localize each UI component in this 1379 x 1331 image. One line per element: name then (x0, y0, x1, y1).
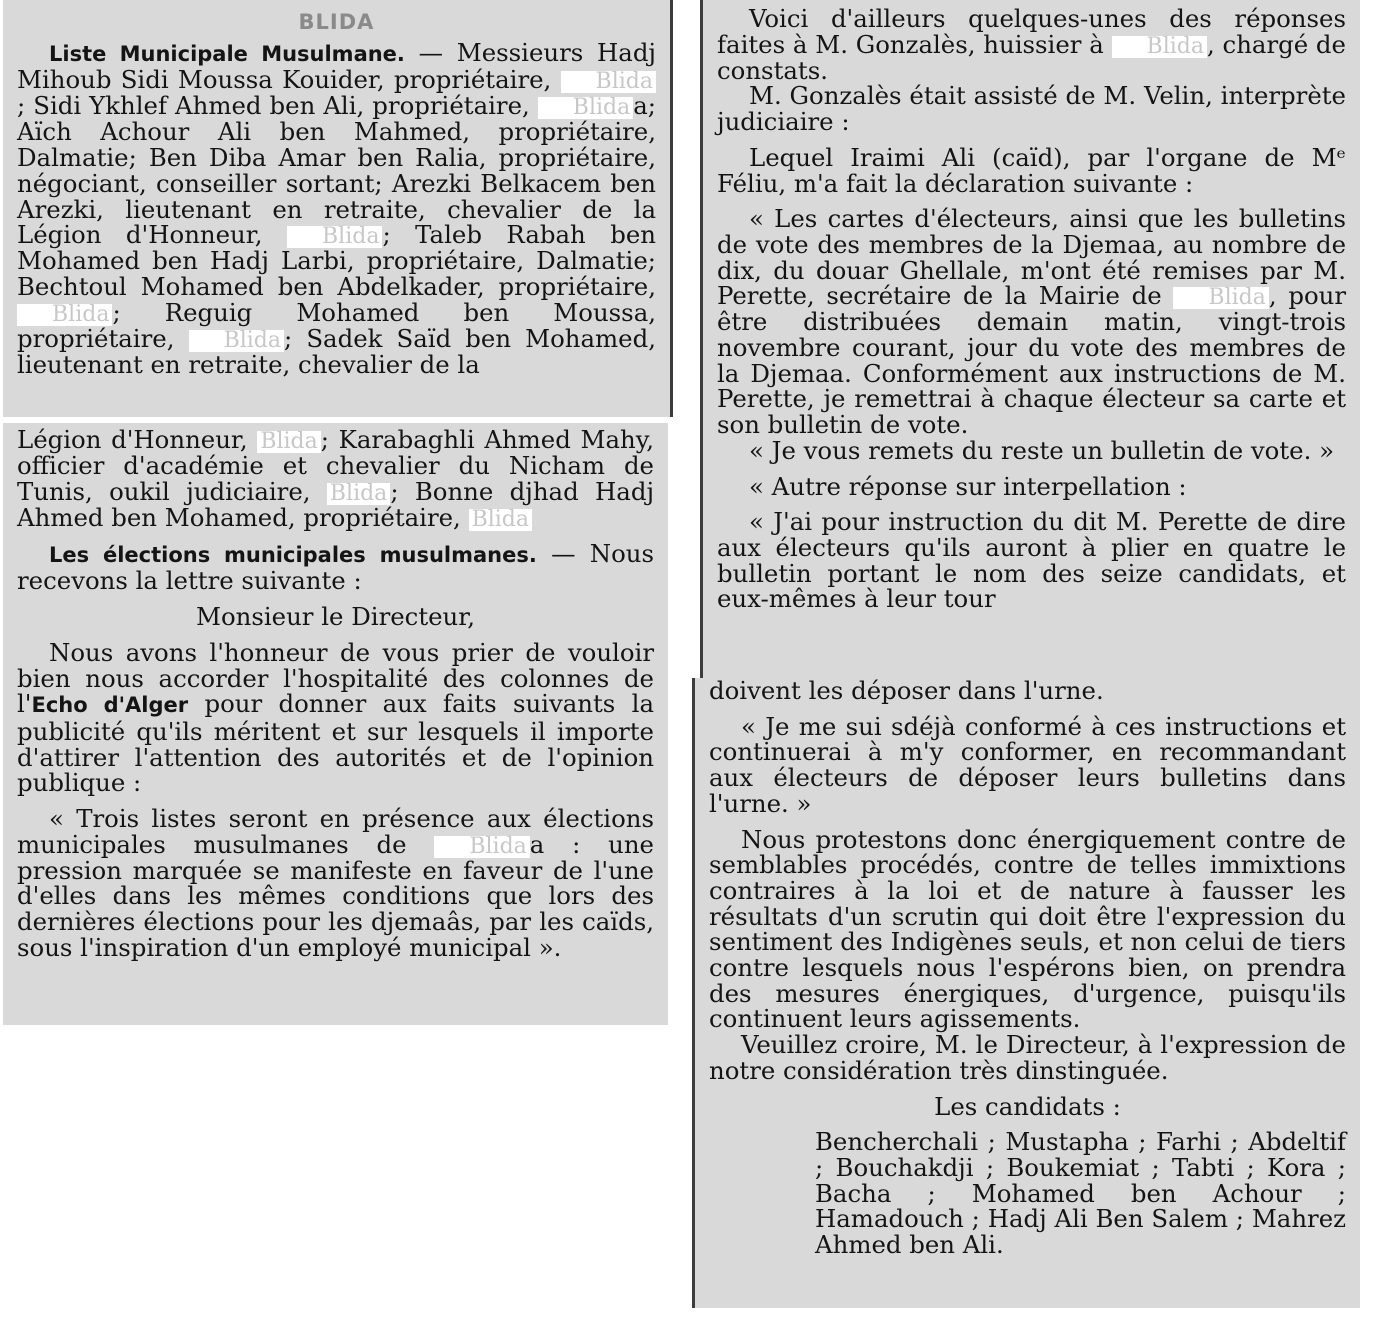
salutation: Monsieur le Directeur, (195, 602, 475, 632)
clip-elections-municipales (3, 423, 668, 1025)
redacted-name: Blida (17, 304, 112, 326)
interpellation-quote: « J'ai pour instruction du dit M. Perette de dire aux électeurs qu'ils auront à plier en quatre le bulletin portant le nom des seize candidats, et eux-mêmes à leur tour (717, 507, 1346, 614)
redacted-name: Blida (469, 509, 532, 531)
assistant-paragraph: M. Gonzalès était assisté de M. Velin, interprète judiciaire : (717, 81, 1346, 137)
clip-liste-municipale (3, 0, 673, 417)
signature-heading: Les candidats : (934, 1091, 1121, 1121)
newspaper-name: Echo d'Alger (31, 693, 189, 718)
declaration-quote: « Les cartes d'électeurs, ainsi que les bulletins de vote des membres de la Djemaa, au nombre de dix, du douar Ghellale, m'ont été remises par M. Perette, secrétaire de la Mairie de Blida , pour être distribuées demain matin, vingt-trois novembre courant, jour du vote des membres de la Djemaa. Conformément aux instructions de M. Perette, je remettrai à chaque électeur sa carte et son bulletin de vote. (717, 204, 1346, 440)
redacted-name: Blida (257, 431, 320, 453)
reponses-intro: Voici d'ailleurs quelques-unes des réponses faites à M. Gonzalès, huissier à Blida , chargé de constats. (717, 4, 1346, 85)
liste-continuation: Légion d'Honneur, Blida ; Karabaghli Ahmed Mahy, officier d'académie et chevalier du Nicham de Tunis, oukil judiciaire, Blida ; Bonne djhad Hadj Ahmed ben Mohamed, propriétaire, Blida (17, 425, 655, 532)
interpellation-heading: « Autre réponse sur interpellation : (749, 471, 1187, 501)
conformity-quote: « Je me sui sdéjà conformé à ces instructions et continuerai à m'y conformer, en recommandant aux électeurs de déposer leurs bulletins dans l'urne. » (709, 711, 1346, 818)
clip-reponses (700, 0, 1360, 678)
redacted-name: Blida (327, 483, 390, 505)
section-heading (17, 8, 656, 36)
interpellation-continuation: doivent les déposer dans l'urne. (709, 678, 1104, 705)
declaration-quote-2: « Je vous remets du reste un bulletin de vote. » (749, 435, 1335, 465)
candidate-names: Bencherchali ; Mustapha ; Farhi ; Abdeltif ; Bouchakdji ; Boukemiat ; Tabti ; Kora ; Bacha ; Mohamed ben Achour ; Hamadouch ; Hadj Ali Ben Salem ; Mahrez Ahmed ben Ali. (815, 1127, 1346, 1260)
liste-title: Liste Municipale Musulmane. (49, 41, 405, 66)
redacted-name: Blida (189, 330, 284, 352)
liste-paragraph: Liste Municipale Musulmane. — Messieurs Hadj Mihoub Sidi Moussa Kouider, propriétaire, Blida; Sidi Ykhlef Ahmed ben Ali, propriétaire, Blida a; Aïch Achour Ali ben Mahmed, propriétaire, Dalmatie; Ben Diba Amar ben Ralia, propriétaire, négociant, conseiller sortant; Arezki Belkacem ben Arezki, lieutenant en retraite, chevalier de la Légion d'Honneur, Blida ; Taleb Rabah ben Mohamed ben Hadj Larbi, propriétaire, Dalmatie; Bechtoul Mohamed ben Abdelkader, propriétaire, Blida ; Reguig Mohamed ben Moussa, propriétaire, Blida ; Sadek Saïd ben Mohamed, lieutenant en retraite, chevalier de la (17, 37, 657, 379)
protest-paragraph: Nous protestons donc énergiquement contre de semblables procédés, contre de telles immixtions contraires à la loi et de nature à fausser les résultats d'un scrutin qui doit être l'expression du sentiment des Indigènes seuls, et non celui de tiers contre lesquels nous l'espérons bien, on prendra des mesures énergiques, d'urgence, puisqu'ils continuent leurs agissements. (709, 824, 1346, 1034)
elections-title: Les élections municipales musulmanes. (49, 542, 537, 567)
clip-protestation (692, 678, 1360, 1308)
heading-blida: BLIDA (298, 10, 375, 34)
elections-intro: Les élections municipales musulmanes. — Nous recevons la lettre suivante : (17, 538, 655, 596)
redacted-name: Blida (561, 71, 656, 93)
redacted-name: Blida (287, 226, 382, 248)
redacted-name: Blida (1173, 287, 1268, 309)
declaration-intro: Lequel Iraimi Ali (caïd), par l'organe de Mᵉ Féliu, m'a fait la déclaration suivante : (717, 142, 1346, 198)
closing-paragraph: Veuillez croire, M. le Directeur, à l'expression de notre considération très dinstinguée. (709, 1030, 1346, 1085)
letter-paragraph-1: Nous avons l'honneur de vous prier de vouloir bien nous accorder l'hospitalité des colonnes de l'Echo d'Alger pour donner aux faits suivants la publicité qu'ils méritent et sur lesquels il importe d'attirer l'attention des autorités et de l'opinion publique : (17, 637, 654, 798)
letter-quote-1: « Trois listes seront en présence aux élections municipales musulmanes de Blida a : une pression marquée se manifeste en faveur de l'une d'elles dans les mêmes conditions que lors des dernières élections pour les djemaâs, par les caïds, sous l'inspiration d'un employé municipal ». (17, 804, 654, 962)
redacted-name: Blida (434, 836, 529, 858)
redacted-name: Blida (1112, 36, 1207, 58)
redacted-name: Blida (538, 97, 633, 119)
